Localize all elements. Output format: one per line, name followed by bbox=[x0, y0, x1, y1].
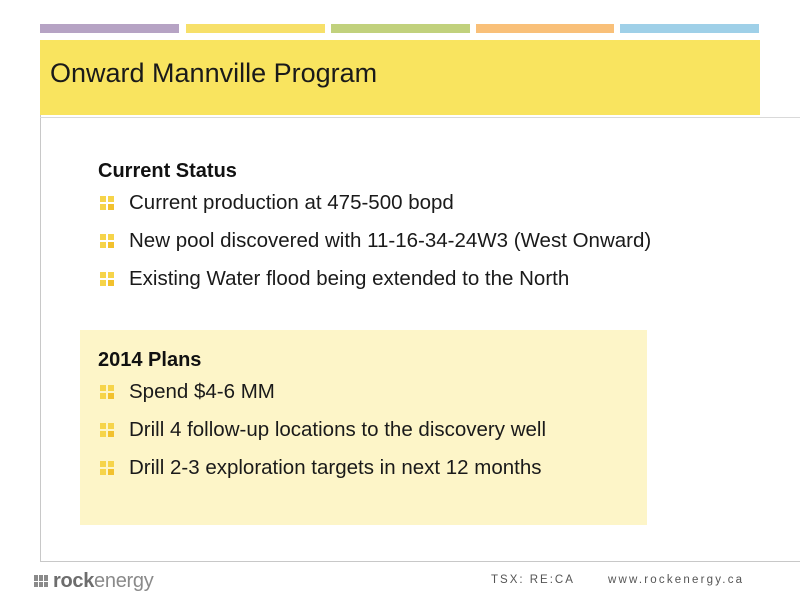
list-item-text: Drill 2-3 exploration targets in next 12 months bbox=[129, 456, 542, 479]
square-bullet-icon bbox=[100, 196, 114, 210]
frame-top-rule bbox=[40, 117, 800, 118]
current-status-heading: Current Status bbox=[98, 160, 237, 182]
frame-left-rule bbox=[40, 115, 41, 562]
current-status-section bbox=[98, 160, 651, 305]
square-bullet-icon bbox=[100, 385, 114, 399]
logo-text-energy: energy bbox=[94, 569, 154, 592]
list-item bbox=[98, 191, 651, 215]
header-stripe-orange bbox=[476, 24, 614, 33]
square-bullet-icon bbox=[100, 234, 114, 248]
square-bullet-icon bbox=[100, 272, 114, 286]
list-item bbox=[98, 229, 651, 253]
logo-grid-icon bbox=[34, 575, 48, 587]
list-item bbox=[98, 267, 651, 291]
company-logo bbox=[34, 570, 153, 592]
list-item-text: Existing Water flood being extended to the North bbox=[129, 267, 570, 290]
frame-bottom-rule bbox=[40, 561, 800, 562]
stock-ticker: TSX: RE:CA bbox=[491, 574, 575, 586]
logo-text-rock: rock bbox=[53, 569, 95, 592]
square-bullet-icon bbox=[100, 423, 114, 437]
header-stripe-yellow bbox=[186, 24, 325, 33]
list-item bbox=[98, 418, 546, 442]
list-item-text: New pool discovered with 11-16-34-24W3 (West Onward) bbox=[129, 229, 652, 252]
current-status-list bbox=[98, 191, 651, 291]
website-link: www.rockenergy.ca bbox=[608, 574, 745, 586]
plans-2014-list bbox=[98, 380, 546, 480]
plans-2014-heading: 2014 Plans bbox=[98, 349, 202, 371]
list-item bbox=[98, 456, 546, 480]
list-item-text: Spend $4-6 MM bbox=[129, 380, 275, 403]
list-item-text: Drill 4 follow-up locations to the discovery well bbox=[129, 418, 547, 441]
header-stripe-blue bbox=[620, 24, 759, 33]
header-stripe-purple bbox=[40, 24, 179, 33]
list-item bbox=[98, 380, 546, 404]
header-stripe-green bbox=[331, 24, 470, 33]
slide-title: Onward Mannville Program bbox=[50, 58, 378, 88]
title-bar bbox=[40, 40, 760, 115]
plans-2014-section bbox=[98, 349, 546, 494]
square-bullet-icon bbox=[100, 461, 114, 475]
list-item-text: Current production at 475-500 bopd bbox=[129, 191, 454, 214]
